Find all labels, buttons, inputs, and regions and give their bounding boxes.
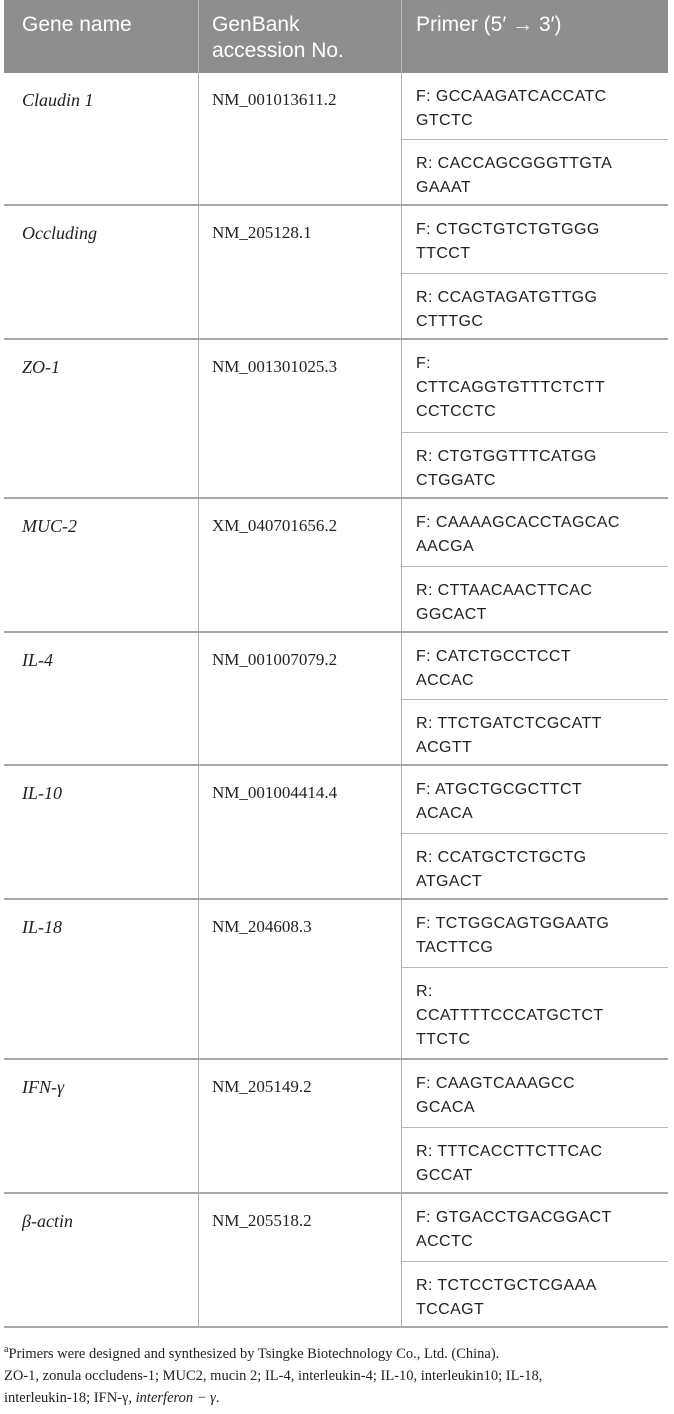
- table-body: [4, 73, 668, 1328]
- column-divider: [198, 340, 199, 497]
- accession-cell: NM_001007079.2: [212, 650, 338, 669]
- forward-primer: [402, 206, 668, 266]
- header-accession-line2: accession No.: [212, 39, 344, 62]
- table-row: [4, 73, 668, 206]
- gene-name-cell: Occluding: [22, 223, 97, 243]
- table-header: [4, 0, 668, 73]
- primer-line: R: CTTAACAACTTCAC: [416, 582, 593, 599]
- gene-name-cell: IFN-γ: [22, 1077, 65, 1097]
- table-row: [4, 900, 668, 1060]
- header-divider: [401, 0, 402, 73]
- primer-line: F: GCCAAGATCACCATC: [416, 88, 607, 105]
- reverse-primer: [402, 699, 668, 760]
- forward-primer: [402, 1194, 668, 1254]
- header-primer: Primer (5′ → 3′): [416, 13, 562, 36]
- primer-cell: [402, 340, 668, 497]
- footnote-a-text: Primers were designed and synthesized by Tsingke Biotechnology Co., Ltd. (China).: [8, 1345, 500, 1362]
- primer-line: F: CAAAAGCACCTAGCAC: [416, 514, 620, 531]
- primer-cell: [402, 1194, 668, 1326]
- abbrev-prefix: interleukin-18; IFN-γ,: [4, 1389, 133, 1406]
- primer-line: R: TCTCCTGCTCGAAA: [416, 1277, 597, 1294]
- table-row: [4, 499, 668, 633]
- column-divider: [198, 206, 199, 338]
- forward-primer: [402, 499, 668, 559]
- column-divider: [198, 499, 199, 631]
- column-divider: [198, 73, 199, 204]
- accession-cell: NM_205128.1: [212, 223, 312, 242]
- table-row: [4, 206, 668, 340]
- primer-cell: [402, 499, 668, 631]
- primer-line: ACCAC: [416, 672, 475, 689]
- accession-cell: NM_001013611.2: [212, 90, 337, 109]
- abbrev-suffix: .: [215, 1389, 220, 1406]
- reverse-primer: [402, 566, 668, 627]
- primer-line: R: TTCTGATCTCGCATT: [416, 715, 602, 732]
- column-divider: [198, 633, 199, 764]
- primer-line: ACCTC: [416, 1233, 474, 1250]
- reverse-primer: [402, 273, 668, 334]
- gene-name-cell: MUC-2: [22, 516, 77, 536]
- primer-line: AACGA: [416, 538, 475, 555]
- accession-cell: NM_001301025.3: [212, 357, 338, 376]
- primer-line: F: CTGCTGTCTGTGGG: [416, 221, 600, 238]
- accession-cell: XM_040701656.2: [212, 516, 338, 535]
- primer-cell: [402, 73, 668, 204]
- primer-line: F: CAAGTCAAAGCC: [416, 1075, 575, 1092]
- primer-line: F: CATCTGCCTCCT: [416, 648, 572, 665]
- primer-line: R: TTTCACCTTCTTCAC: [416, 1143, 603, 1160]
- gene-name-cell: ZO-1: [22, 357, 61, 377]
- abbrev-italic: interferon − γ: [135, 1389, 216, 1406]
- primer-cell: [402, 1060, 668, 1192]
- primer-line: CTTCAGGTGTTTCTCTT: [416, 379, 605, 396]
- primer-line: R: CCATGCTCTGCTG: [416, 849, 587, 866]
- footnotes: [4, 1339, 666, 1409]
- forward-primer: [402, 340, 668, 424]
- primer-line: TACTTCG: [416, 939, 494, 956]
- primer-line: CTTTGC: [416, 313, 484, 330]
- primer-cell: [402, 766, 668, 898]
- primer-line: TCCAGT: [416, 1301, 485, 1318]
- header-accession: [212, 12, 344, 64]
- gene-name-cell: β-actin: [22, 1211, 73, 1231]
- primer-line: GTCTC: [416, 112, 474, 129]
- primer-line: CCATTTTCCCATGCTCT: [416, 1007, 604, 1024]
- footnote-a: [4, 1339, 666, 1365]
- primer-cell: [402, 633, 668, 764]
- reverse-primer: [402, 1127, 668, 1188]
- table-row: [4, 766, 668, 900]
- primer-line: CCTCCTC: [416, 403, 497, 420]
- primer-line: GCACA: [416, 1099, 475, 1116]
- primer-line: GGCACT: [416, 606, 487, 623]
- primer-line: F: TCTGGCAGTGGAATG: [416, 915, 610, 932]
- primer-line: ACACA: [416, 805, 474, 822]
- primer-line: F: GTGACCTGACGGACT: [416, 1209, 612, 1226]
- primer-line: GCCAT: [416, 1167, 473, 1184]
- gene-name-cell: IL-18: [22, 917, 62, 937]
- reverse-primer: [402, 432, 668, 493]
- primer-cell: [402, 206, 668, 338]
- column-divider: [198, 766, 199, 898]
- primer-cell: [402, 900, 668, 1058]
- abbreviations-line2: [4, 1387, 666, 1409]
- header-gene-name: Gene name: [22, 13, 132, 36]
- forward-primer: [402, 766, 668, 826]
- gene-name-cell: Claudin 1: [22, 90, 94, 110]
- primer-line: CTGGATC: [416, 472, 496, 489]
- accession-cell: NM_001004414.4: [212, 783, 338, 802]
- table-row: [4, 1194, 668, 1328]
- primer-line: R:: [416, 983, 433, 1000]
- header-accession-line1: GenBank: [212, 13, 300, 36]
- primer-line: ACGTT: [416, 739, 473, 756]
- primer-table: [4, 0, 668, 1328]
- primer-line: R: CACCAGCGGGTTGTA: [416, 155, 613, 172]
- table-row: [4, 633, 668, 766]
- forward-primer: [402, 1060, 668, 1120]
- column-divider: [198, 900, 199, 1058]
- reverse-primer: [402, 1261, 668, 1322]
- primer-line: R: CTGTGGTTTCATGG: [416, 448, 597, 465]
- footnote-marker: a: [4, 1344, 9, 1355]
- gene-name-cell: IL-4: [22, 650, 53, 670]
- forward-primer: [402, 633, 668, 693]
- table-row: [4, 1060, 668, 1194]
- accession-cell: NM_205149.2: [212, 1077, 312, 1096]
- reverse-primer: [402, 967, 668, 1052]
- primer-line: TTCTC: [416, 1031, 471, 1048]
- table-row: [4, 340, 668, 499]
- primer-line: F:: [416, 355, 432, 372]
- header-divider: [198, 0, 199, 73]
- primer-line: F: ATGCTGCGCTTCT: [416, 781, 583, 798]
- accession-cell: NM_204608.3: [212, 917, 312, 936]
- forward-primer: [402, 73, 668, 133]
- accession-cell: NM_205518.2: [212, 1211, 312, 1230]
- reverse-primer: [402, 833, 668, 894]
- reverse-primer: [402, 139, 668, 200]
- abbreviations-line1: ZO-1, zonula occludens-1; MUC2, mucin 2; IL-4, interleukin-4; IL-10, interleukin10; IL-18,: [4, 1367, 543, 1384]
- primer-line: ATGACT: [416, 873, 483, 890]
- gene-name-cell: IL-10: [22, 783, 62, 803]
- forward-primer: [402, 900, 668, 960]
- column-divider: [198, 1194, 199, 1326]
- primer-line: GAAAT: [416, 179, 472, 196]
- column-divider: [198, 1060, 199, 1192]
- primer-line: R: CCAGTAGATGTTGG: [416, 289, 598, 306]
- primer-line: TTCCT: [416, 245, 471, 262]
